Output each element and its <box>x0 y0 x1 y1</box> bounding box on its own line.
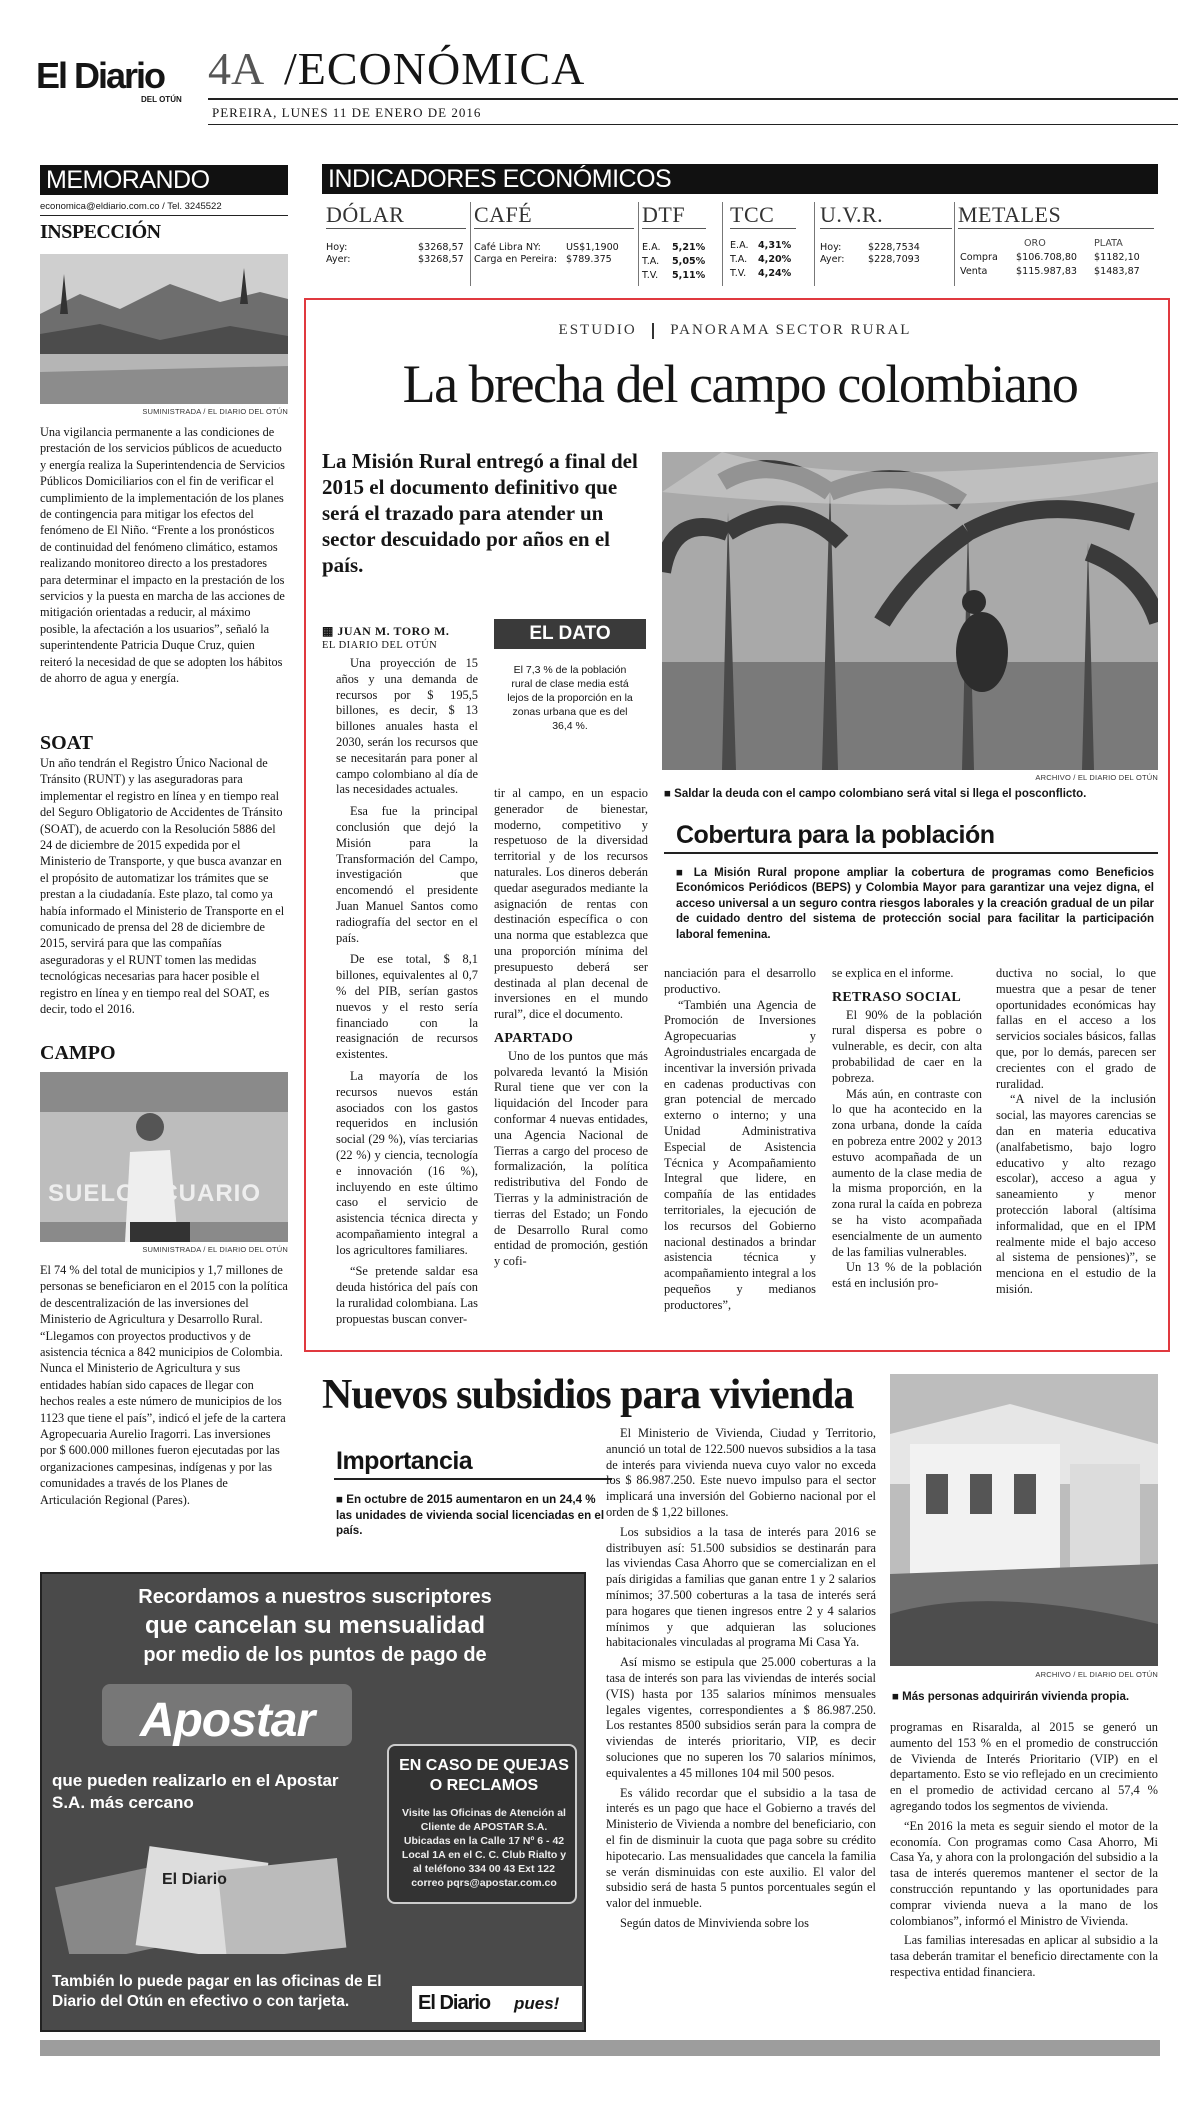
rural-col-1 <box>336 656 478 1328</box>
importancia-rule <box>334 1478 612 1480</box>
farm-field-image <box>662 452 1158 770</box>
ad-logos <box>412 1986 582 2022</box>
rural-col4-paragraph: El 90% de la población rural dispersa es pobre o vulnerable, es decir, con alta probabilidad de caer en la pobreza. <box>832 1007 982 1085</box>
metales-row-2-oro: $115.987,83 <box>1016 266 1078 277</box>
dato-text: El 7,3 % de la población rural de clase media está lejos de la proporción en la zonas urbana que es del 36,4 %. <box>507 664 633 732</box>
dolar-row-1-value: $3268,57 <box>418 242 464 253</box>
tcc-row-2-label: T.A. <box>730 254 748 265</box>
vivienda-paragraph: Así mismo se estipula que 25.000 coberturas a la tasa de interés son para las viviendas de interés social (VIS) hasta por 135 salarios mínimos mensuales legales vigentes, correspondientes a $ 86.987.250. Los restantes 8500 subsidios serán para la compra de viviendas de interés prioritario, VIP, es decir soluciones que no superen los 70 salarios mínimos, equivalentes a 45 millones 104 mil 500 pesos. <box>606 1655 876 1780</box>
cafe-row-2-label: Carga en Pereira: <box>474 254 558 265</box>
campo-photo-credit: SUMINISTRADA / EL DIARIO DEL OTÚN <box>142 1245 288 1254</box>
cafe-row-1-label: Café Libra NY: <box>474 242 541 253</box>
inspeccion-title: INSPECCIÓN <box>40 221 161 243</box>
dtf-row-3-label: T.V. <box>642 270 659 281</box>
campo-photo <box>40 1072 288 1242</box>
masthead-logo-sub: DEL OTÚN <box>141 95 182 104</box>
uvr-rule <box>820 228 952 229</box>
masthead <box>36 40 1156 130</box>
indicadores-divider <box>638 202 639 286</box>
memorando-header: MEMORANDO <box>40 165 288 195</box>
rural-col2-paragraph: tir al campo, en un espacio generador de bienestar, moderno, competitivo y respetuoso de la diversidad territorial y de los recursos naturales. Los dineros deberán quedar asegurados mediante la asignación de rentas con destinación específica o con una norma que establezca que una proporción mínima del presupuesto deberá ser destinada al plan decenal de inversiones en el mundo rural”, dice el documento. <box>494 786 648 1022</box>
rural-col1-paragraph: La mayoría de los recursos nuevos están asociados con los gastos requeridos en inclusión social (29 %), vías terciarias (22 %) y ciencia, tecnología e innovación (16 %), incluyendo en este último caso el servicio de asistencia técnica directa y acompañamiento integral a los agricultores familiares. <box>336 1068 478 1257</box>
cafe-row-2-value: $789.375 <box>566 254 612 265</box>
uvr-row-2-label: Ayer: <box>820 254 845 265</box>
page-number: 4A <box>208 43 265 94</box>
importancia-text: ■ En octubre de 2015 aumentaron en un 24,4 % las unidades de vivienda social licenciadas en el país. <box>336 1493 605 1538</box>
metales-row-1-label: Compra <box>960 252 998 263</box>
dolar-label: DÓLAR <box>326 202 405 227</box>
cobertura-title: Cobertura para la población <box>676 821 995 849</box>
rural-col1-paragraph: “Se pretende saldar esa deuda histórica del país con la ruralidad colombiana. Las propuestas buscan conver- <box>336 1264 478 1326</box>
rural-col5-paragraph: “A nivel de la inclusión social, las mayores carencias se dan en materia educativa (analfabetismo, bajo logro educativo y alto rezago escolar), acceso a agua y saneamiento y menor protección laboral (altísima informalidad, que en el IPM realmente mide el bajo acceso al sistema de pensiones)”, se menciona en el estudio de la misión. <box>996 1092 1156 1296</box>
dateline: PEREIRA, LUNES 11 DE ENERO DE 2016 <box>212 105 482 120</box>
uvr-row-1-value: $228,7534 <box>868 242 920 253</box>
tcc-row-1-value: 4,31% <box>758 240 792 251</box>
indicadores-divider <box>814 202 815 286</box>
section-title: /ECONÓMICA <box>284 43 586 94</box>
quejas-box <box>387 1744 577 1904</box>
dato-box <box>494 619 646 759</box>
dtf-row-2-value: 5,05% <box>672 256 706 267</box>
apostar-brand-box <box>102 1684 352 1746</box>
dtf-row-1-label: E.A. <box>642 242 661 253</box>
vivienda-paragraph: Los subsidios a la tasa de interés para 2016 se distribuyen así: 51.500 subsidios se destinarán para las viviendas Casa Ahorro que se comercializan en el país dirigidas a familias que ganan entre 1 y 2 salarios mínimos; 37.500 coberturas a la tasa de interés será para hogares que tienen ingresos entre 2 y 4 salarios mínimos y que adquieran las soluciones habitacionales vinculadas al programa Mi Casa Ya. <box>606 1524 876 1650</box>
quejas-text: Visite las Oficinas de Atención al Cliente de APOSTAR S.A. Ubicadas en la Calle 17 Nº 6 - 42 Local 1A en el C. C. Club Rialto y al teléfono 334 00 43 Ext 122 correo pqrs@apostar.com.co <box>401 1807 567 1889</box>
rural-col2-paragraph: Uno de los puntos que más polvareda levantó la Misión Rural tiene que ver con la liquidación del Incoder para conformar 4 nuevas entidades, una Agencia Nacional de Tierras a cargo del proceso de formalización, la política redistributiva del Fondo de Tierras y la administración de tierras del Estado; un Fondo de Desarrollo Rural como entidad de promoción, gestión y cofi- <box>494 1048 648 1269</box>
dtf-row-3-value: 5,11% <box>672 270 706 281</box>
footer-bar <box>40 2040 1160 2056</box>
rural-byline-outlet: EL DIARIO DEL OTÚN <box>322 640 438 651</box>
svg-text:El Diario: El Diario <box>162 1871 227 1888</box>
rural-kicker-right: PANORAMA SECTOR RURAL <box>670 322 912 338</box>
inspeccion-photo <box>40 254 288 404</box>
ad-line-1: Recordamos a nuestros suscriptores <box>138 1586 492 1608</box>
vivienda-photo-caption: ■ Más personas adquirirán vivienda propia. <box>892 1691 1130 1703</box>
tcc-row-3-value: 4,24% <box>758 268 792 279</box>
metales-row-1-oro: $106.708,80 <box>1016 252 1078 263</box>
dtf-row-2-label: T.A. <box>642 256 660 267</box>
vivienda-paragraph: Es válido recordar que el subsidio a la tasa de interés es un pago que hace el Gobierno a través del Ministerio de Vivienda a nombre del beneficiario, con el fin de disminuir la cuota que paga sobre su crédito hipotecario. Las mensualidades que cancela la familia se verán disminuidas con este auxilio. El valor del subsidio será de hasta 5 puntos porcentuales según el valor del inmueble. <box>606 1785 876 1911</box>
pues-logo: pues! <box>514 1994 560 2013</box>
vivienda-photo <box>890 1374 1158 1666</box>
metales-row-1-plata: $1182,10 <box>1094 252 1140 263</box>
speaker-image <box>40 1072 288 1242</box>
tcc-row-3-label: T.V. <box>730 268 747 279</box>
rural-col5-paragraph: ductiva no social, lo que muestra que a pesar de tener oportunidades económicas hay fallas en el acceso a los servicios sociales básicos, fallas que, por lo demás, parecen ser crecientes con el grado de ruralidad. <box>996 966 1156 1091</box>
campo-title: CAMPO <box>40 1042 116 1064</box>
rural-col1-paragraph: De ese total, $ 8,1 billones, equivalentes al 0,7 % del PIB, serían gastos nuevos y el resto sería financiado con la reasignación de recursos existentes. <box>336 952 478 1062</box>
memorando-contact: economica@eldiario.com.co / Tel. 3245522 <box>40 201 222 212</box>
apostar-ad <box>40 1572 586 2032</box>
vivienda-paragraph: Según datos de Minvivienda sobre los <box>620 1915 809 1930</box>
apartado-subhead: APARTADO <box>494 1030 574 1046</box>
houses-construction-image <box>890 1374 1158 1666</box>
indicadores-divider <box>470 202 471 286</box>
uvr-row-1-label: Hoy: <box>820 242 842 253</box>
vivienda-paragraph: El Ministerio de Vivienda, Ciudad y Territorio, anunció un total de 122.500 nuevos subsidios a la tasa de interés para vivienda nueva cuyo valor no exceda los $ 86.987.250. Este nuevo impulso para el sector implicará una inversión del Gobierno nacional por el orden de $ 1,22 billones. <box>606 1426 876 1519</box>
newspapers-stack-image <box>52 1834 372 1954</box>
rural-photo-caption: ■ Saldar la deuda con el campo colombiano será vital si llega el posconflicto. <box>664 788 1087 800</box>
metales-row-2-plata: $1483,87 <box>1094 266 1140 277</box>
masthead-logo: El Diario <box>36 55 165 96</box>
vivienda-col-2 <box>890 1720 1158 1981</box>
masthead-rule <box>208 98 1178 100</box>
rural-headline: La brecha del campo colombiano <box>402 354 1078 414</box>
dtf-rule <box>642 228 706 229</box>
cafe-rule <box>474 228 634 229</box>
dolar-row-1-label: Hoy: <box>326 242 348 253</box>
ad-line-2: que cancelan su mensualidad <box>144 1612 486 1639</box>
indicadores-divider <box>722 202 723 286</box>
vivienda-photo-credit: ARCHIVO / EL DIARIO DEL OTÚN <box>1035 1670 1158 1679</box>
vivienda-headline: Nuevos subsidios para vivienda <box>322 1372 854 1418</box>
quejas-title: EN CASO DE QUEJAS O RECLAMOS <box>399 1757 569 1794</box>
tcc-row-2-value: 4,20% <box>758 254 792 265</box>
campo-photo-banner: SUELO ECUARIO <box>48 1180 262 1207</box>
rural-col4-paragraph: se explica en el informe. <box>832 966 954 980</box>
ad-line-3: por medio de los puntos de pago de <box>143 1644 487 1666</box>
kicker-separator <box>652 323 654 339</box>
cafe-row-1-value: US$1,1900 <box>566 242 619 253</box>
retraso-subhead: RETRASO SOCIAL <box>832 989 962 1005</box>
uvr-label: U.V.R. <box>820 202 884 227</box>
rural-col1-paragraph: Una proyección de 15 años y una demanda de recursos por $ 195,5 billones, es decir, $ 13 billones anuales hasta el 2030, serán los recursos que se necesitarán para poner al campo colombiano al día de las necesidades actuales. <box>336 656 478 797</box>
cobertura-text: ■ La Misión Rural propone ampliar la cobertura de programas como Beneficios Económicos Periódicos (BEPS) y Colombia Mayor para garantizar una vejez digna, el acceso universal a un seguro contra riesgos laborales y la creación gradual de un pilar de cuidado dentro del sistema de protección social para facilitar la participación laboral femenina. <box>676 867 1154 941</box>
el-diario-logo: El Diario <box>418 1992 491 2014</box>
rural-col1-paragraph: Esa fue la principal conclusión que dejó la Misión para la Transformación del Campo, investigación que encomendó el presidente Juan Manuel Santos como radiografía del sector en el país. <box>336 804 478 945</box>
soat-text: Un año tendrán el Registro Único Nacional de Tránsito (RUNT) y las aseguradoras para implementar el registro en línea y en tiempo real del Seguro Obligatorio de Accidentes de Tránsito (SOAT), de acuerdo con la Resolución 5886 del 24 de diciembre de 2015 expedida por el Ministerio de Transporte, y que busca avanzar en el propósito de automatizar los trámites que se prestan a la ciudadanía. Este plazo, tal como ya había informado el Ministerio de Transporte en el comunicado de prensa del 28 de diciembre de 2015, servirá para que las compañías aseguradoras y el RUNT tomen las medidas tecnológicas necesarias para hacer posible el registro en línea y en tiempo real del SOAT, es decir, todo el 2016. <box>40 756 285 1017</box>
rural-col-5 <box>996 966 1156 1298</box>
dato-label: EL DATO <box>494 619 646 649</box>
rural-col4-paragraph: Más aún, en contraste con lo que ha acontecido en la zona urbana, donde la caída en pobreza entre 2002 y 2013 estuvo acompañada de un aumento de la clase media de la misma proporción, en la zona rural la caída en pobreza se ha visto acompañada esencialmente de un aumento de las familias vulnerables. <box>832 1086 982 1259</box>
indicadores-panel <box>322 196 1158 288</box>
metales-label: METALES <box>958 202 1062 227</box>
tcc-rule <box>730 228 796 229</box>
metales-col-plata: PLATA <box>1094 238 1123 249</box>
vivienda-paragraph: Las familias interesadas en aplicar al subsidio a la tasa deberán tramitar el beneficio directamente con la respectiva entidad financiera. <box>890 1933 1158 1979</box>
rural-byline: ▦ JUAN M. TORO M. <box>322 624 450 638</box>
metales-rule <box>958 228 1154 229</box>
apostar-brand: Apostar <box>139 1694 315 1747</box>
vivienda-col-1 <box>606 1426 876 1932</box>
metales-col-oro: ORO <box>1024 238 1046 249</box>
rural-kicker <box>320 320 1150 340</box>
metales-row-2-label: Venta <box>960 266 988 277</box>
inspeccion-text: Una vigilancia permanente a las condiciones de prestación de los servicios públicos de acueducto y energía realiza la Superintendencia de Servicios Públicos Domiciliarios con el fin de verificar el cumplimiento de la implementación de los planes de contingencia para mitigar los efectos del fenómeno de El Niño. “Frente a los pronósticos de continuidad del fenómeno climático, estamos realizando monitoreo directo a los prestadores para determinar el impacto en la prestación de los servicios y la puesta en marcha de las acciones de mitigación orientadas a reducir, al máximo posible, la afectación a los usuarios”, señaló la superintendente Patricia Duque Cruz, quien reiteró la necesidad de que se adopten los hábitos de ahorro de agua y energía. <box>40 425 285 686</box>
rural-photo-credit: ARCHIVO / EL DIARIO DEL OTÚN <box>1035 773 1158 782</box>
indicadores-divider <box>954 202 955 286</box>
campo-text: El 74 % del total de municipios y 1,7 millones de personas se beneficiaron en el 2015 con la política de descentralización de las inversiones del Ministerio de Agricultura y Desarrollo Rural. “Llegamos con proyectos productivos y de asistencia técnica a 842 municipios de Colombia. Nunca el Ministerio de Agricultura y sus entidades habían sido capaces de llegar con hechos reales a este número de municipios de los 1123 que tiene el país”, indicó el jefe de la cartera Agropecuaria Aurelio Iragorri. Las inversiones por $ 600.000 millones fueron ejecutadas por las organizaciones campesinas, indígenas y por las comunidades a través de los Planes de Articulación Regional (Pares). <box>40 1263 288 1507</box>
vivienda-paragraph: programas en Risaralda, al 2015 se generó un aumento del 153 % en el promedio de construcción de Vivienda de Interés Prioritario (VIP) en el departamento. Esto se vio reflejado en un crecimiento en el promedio de actividad cercano al 57,4 % agregando todos los segmentos de vivienda. <box>890 1720 1158 1813</box>
dolar-rule <box>326 228 466 229</box>
importancia-label: Importancia <box>336 1447 473 1475</box>
tcc-row-1-label: E.A. <box>730 240 749 251</box>
ad-line-4: que pueden realizarlo en el Apostar S.A. más cercano <box>52 1771 339 1812</box>
lake-landscape-image <box>40 254 288 404</box>
rural-col3-paragraph: “También una Agencia de Promoción de Inversiones Agropecuarias y Agroindustriales encargada de incentivar la inversión privada en cadenas productivas con gran potencial de mercado externo o interno; y una Unidad Administrativa Especial de Asistencia Técnica y Acompañamiento Integral que lidere, en compañía de las entidades territoriales, la ejecución de los recursos del Gobierno nacional destinados a brindar asistencia técnica y acompañamiento integral a los pequeños y medianos productores”, <box>664 997 816 1312</box>
dolar-row-2-label: Ayer: <box>326 254 351 265</box>
newspapers-illustration <box>52 1834 372 1954</box>
cafe-label: CAFÉ <box>474 202 533 227</box>
rural-col-3 <box>664 966 816 1314</box>
memorando-rule <box>40 215 288 216</box>
dolar-row-2-value: $3268,57 <box>418 254 464 265</box>
dtf-row-1-value: 5,21% <box>672 242 706 253</box>
dtf-label: DTF <box>642 202 686 227</box>
vivienda-paragraph: “En 2016 la meta es seguir siendo el motor de la economía. Con programas como Casa Ahorro, Mi Casa Ya, y ahora con la prolongación del subsidio a la tasa de interés queremos mantener el sector de la construcción repuntando y las oportunidades para comprar vivienda nueva a la mano de los colombianos”, informó el Ministro de Vivienda. <box>890 1818 1158 1928</box>
rural-col-2 <box>494 786 648 1270</box>
rural-photo <box>662 452 1158 770</box>
tcc-label: TCC <box>730 202 775 227</box>
masthead-rule-2 <box>208 124 1178 125</box>
rural-kicker-left: ESTUDIO <box>558 322 637 338</box>
indicadores-header: INDICADORES ECONÓMICOS <box>322 164 1158 194</box>
ad-bottom-text: También lo puede pagar en las oficinas de El Diario del Otún en efectivo o con tarjeta. <box>52 1973 382 2010</box>
rural-col3-paragraph: nanciación para el desarrollo productivo. <box>664 966 816 996</box>
cobertura-rule <box>664 852 1158 854</box>
rural-lead: La Misión Rural entregó a final del 2015 el documento definitivo que será el trazado para atender un sector descuidado por años en el país. <box>322 449 638 577</box>
rural-col-4 <box>832 966 982 1292</box>
soat-title: SOAT <box>40 732 93 754</box>
inspeccion-photo-credit: SUMINISTRADA / EL DIARIO DEL OTÚN <box>142 407 288 416</box>
rural-col4-paragraph: Un 13 % de la población está en inclusión pro- <box>832 1260 982 1291</box>
uvr-row-2-value: $228,7093 <box>868 254 920 265</box>
